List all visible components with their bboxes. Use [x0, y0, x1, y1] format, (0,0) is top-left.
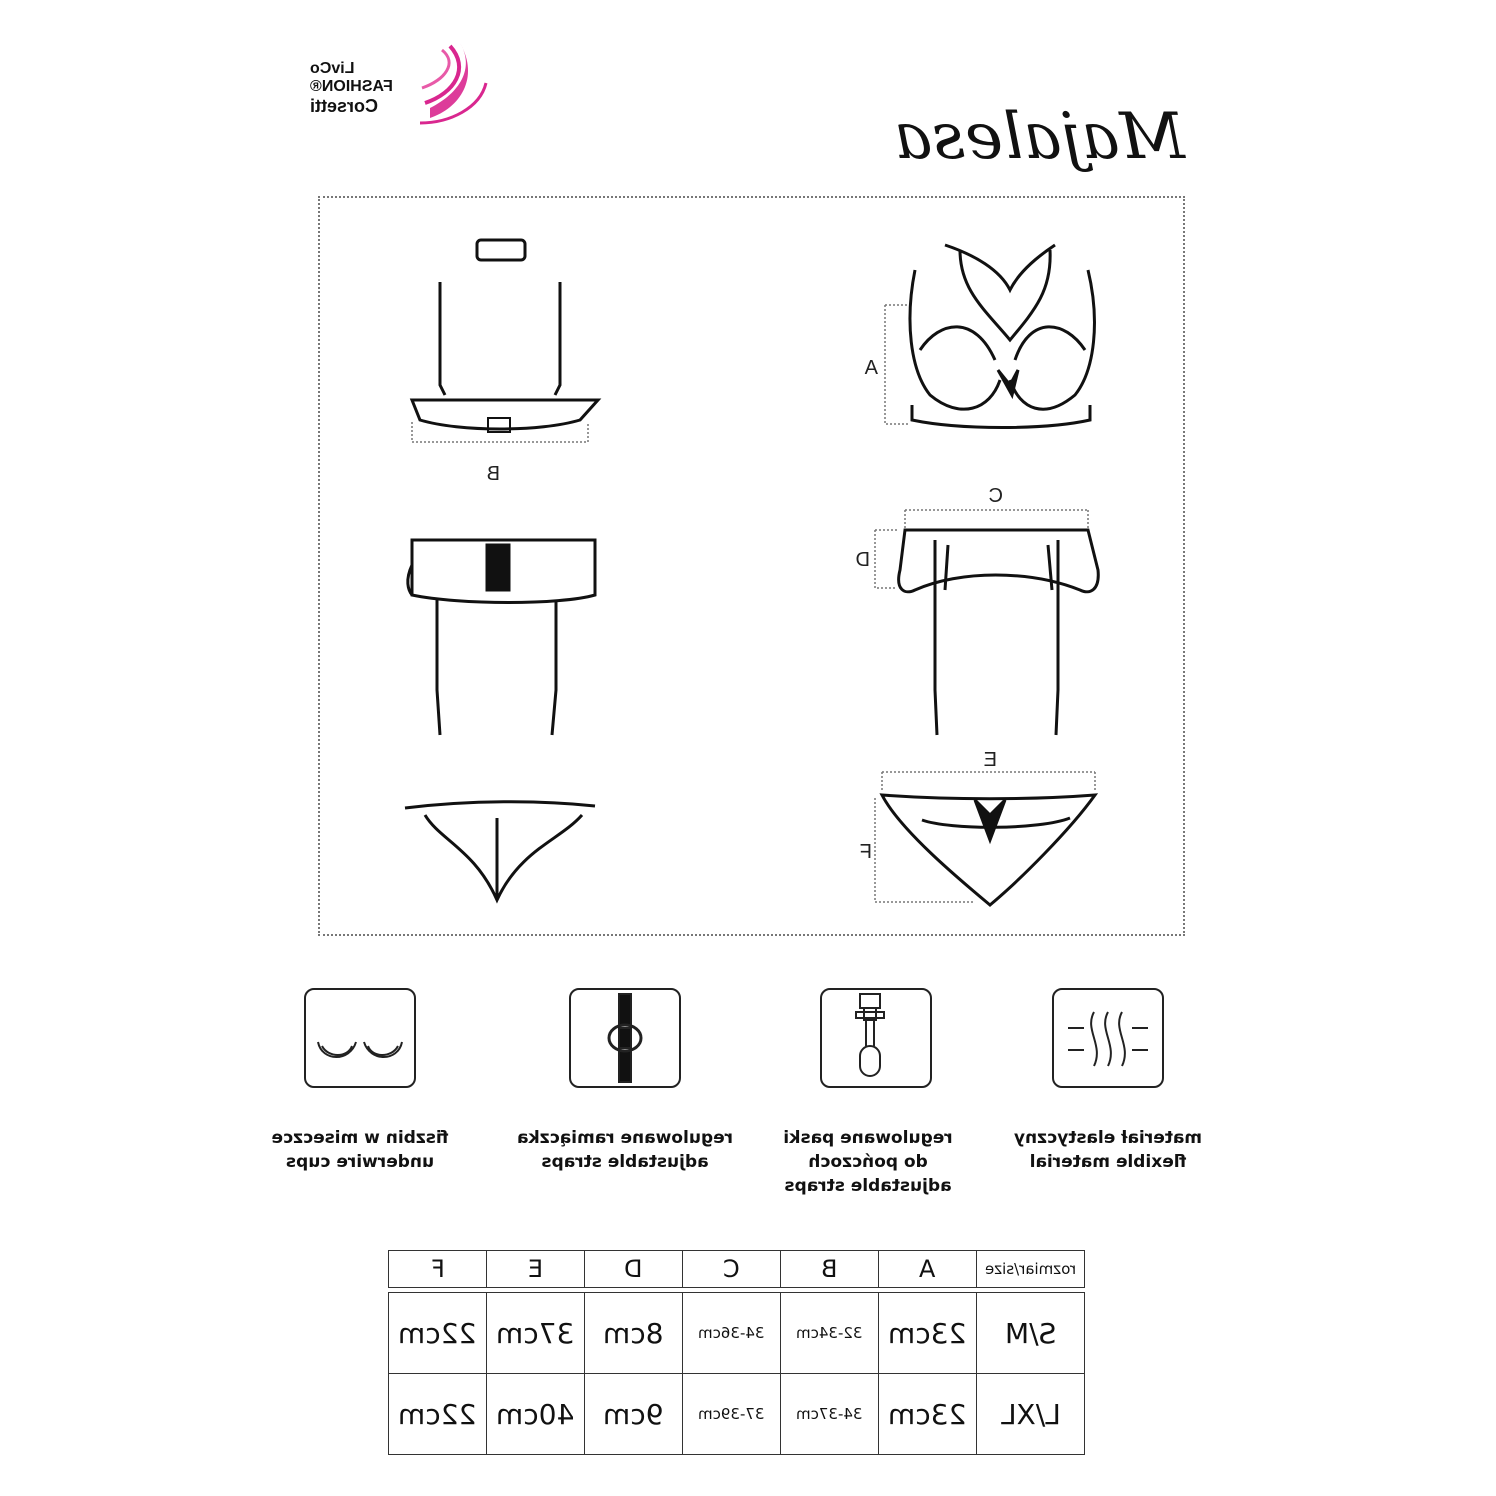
table-cell: 34-37cm: [781, 1374, 879, 1455]
dim-label-d: D: [855, 549, 870, 571]
size-table-col-f: F: [389, 1251, 487, 1288]
brand-line1: LivCo FASHION®: [310, 60, 393, 95]
feature-stocking-straps-caption: [748, 1126, 988, 1198]
size-label-lxl: L/XL: [977, 1374, 1085, 1455]
dim-label-e: E: [983, 749, 997, 771]
feature-flexible-material-pl: materiał elastyczny: [1013, 1128, 1203, 1148]
flexible-material-icon: [1052, 988, 1164, 1088]
panty-front-drawing: [875, 772, 1095, 905]
feature-adjustable-straps-caption: [505, 1126, 745, 1174]
table-cell: 8cm: [585, 1293, 683, 1374]
feature-stocking-straps-pl2: do pończoch: [808, 1152, 928, 1172]
bra-front-drawing: [885, 245, 1094, 428]
feature-flexible-material-en: flexible material: [1029, 1152, 1187, 1172]
feature-flexible-material-caption: [988, 1126, 1228, 1174]
size-row-lxl: [389, 1374, 1085, 1455]
table-cell: 37-39cm: [683, 1374, 781, 1455]
feature-stocking-straps-en: adjustable straps: [784, 1176, 952, 1196]
size-table-col-e: E: [487, 1251, 585, 1288]
underwire-cups-icon: [304, 988, 416, 1088]
feature-adjustable-straps-pl: regulowane ramiączka: [516, 1128, 734, 1148]
size-table-col-a: A: [879, 1251, 977, 1288]
size-table-col-d: D: [585, 1251, 683, 1288]
table-cell: 34-36cm: [683, 1293, 781, 1374]
table-cell: 40cm: [487, 1374, 585, 1455]
dim-label-b: B: [486, 463, 500, 485]
dim-label-c: C: [988, 485, 1003, 507]
size-label-sm: S/M: [977, 1293, 1085, 1374]
stocking-straps-icon: [820, 988, 932, 1088]
table-cell: 22cm: [389, 1293, 487, 1374]
adjustable-straps-icon: [569, 988, 681, 1088]
thong-back-drawing: [405, 802, 595, 900]
table-cell: 37cm: [487, 1293, 585, 1374]
size-table-header-row: [389, 1251, 1085, 1288]
garter-belt-back-drawing: [408, 540, 595, 735]
feature-underwire-caption: [240, 1126, 480, 1174]
brand-line2: Corsetti: [310, 96, 379, 116]
feature-underwire-en: underwire cups: [285, 1152, 435, 1172]
size-table: [388, 1250, 1085, 1455]
table-cell: 23cm: [879, 1293, 977, 1374]
garter-belt-front-drawing: [875, 510, 1098, 735]
feature-adjustable-straps-en: adjustable straps: [541, 1152, 709, 1172]
size-table-col-c: C: [683, 1251, 781, 1288]
table-cell: 32-34cm: [781, 1293, 879, 1374]
feature-stocking-straps-pl: regulowane paski: [783, 1128, 953, 1148]
table-cell: 23cm: [879, 1374, 977, 1455]
dim-label-a: A: [864, 357, 878, 379]
table-cell: 22cm: [389, 1374, 487, 1455]
product-title-text: Majalesa: [894, 100, 1186, 174]
size-table-header-label: rozmiar/size: [977, 1251, 1085, 1288]
feature-underwire-pl: fiszbin w miseczce: [271, 1128, 449, 1148]
table-cell: 9cm: [585, 1374, 683, 1455]
bra-back-drawing: [412, 240, 598, 442]
size-row-sm: [389, 1293, 1085, 1374]
size-table-col-b: B: [781, 1251, 879, 1288]
dim-label-f: F: [859, 841, 872, 863]
